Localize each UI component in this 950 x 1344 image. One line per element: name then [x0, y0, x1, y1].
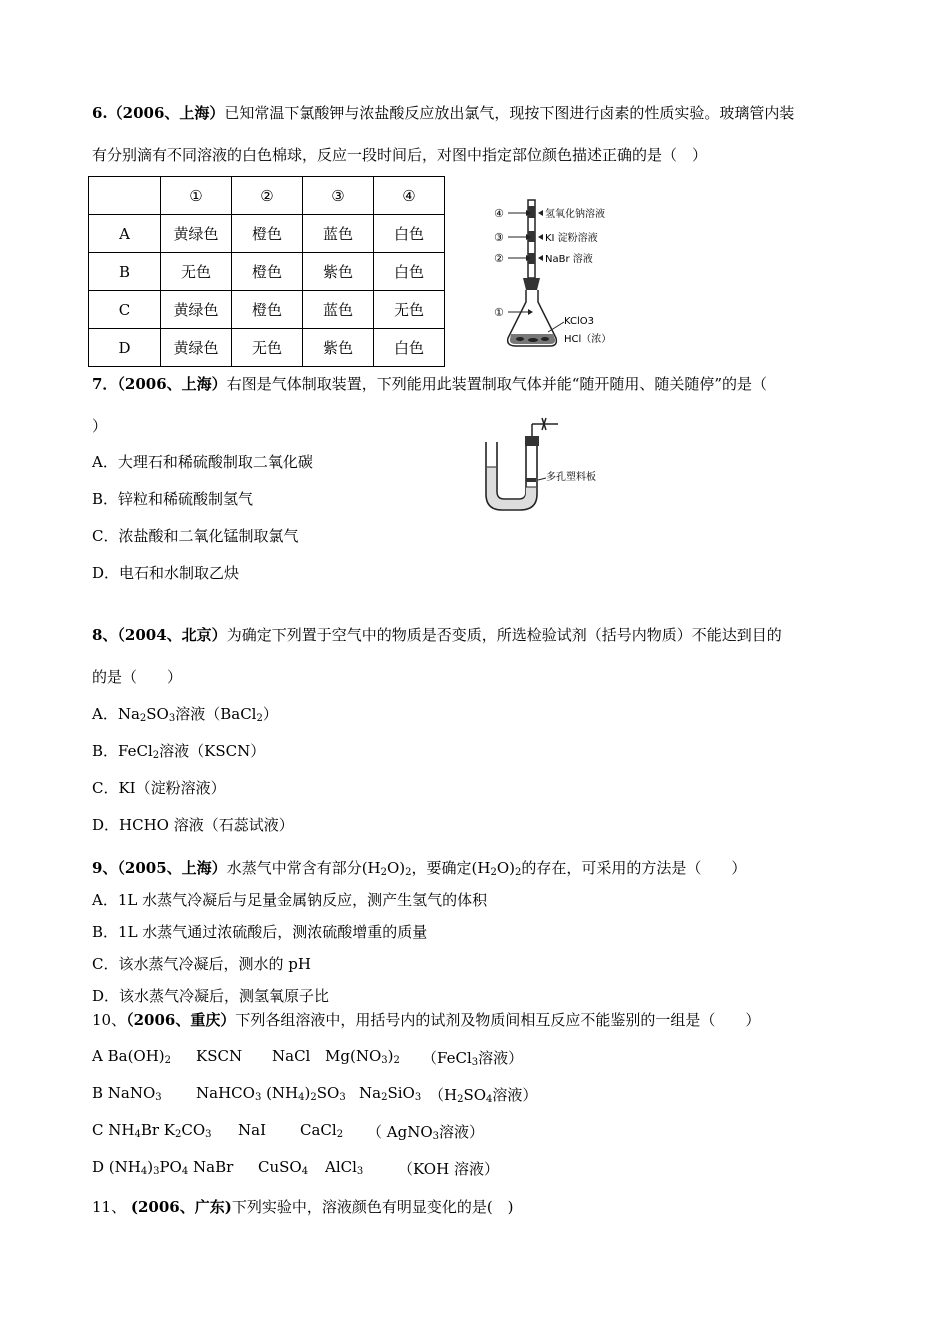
q10-option-d [92, 1158, 592, 1180]
text: A $Ba(OH)_2$ [92, 1047, 172, 1066]
table-header-row [89, 177, 445, 215]
table-row [89, 329, 445, 367]
figure-text-ki: KI 淀粉溶液 [545, 233, 598, 244]
text: NaI [238, 1121, 266, 1139]
q11-number-prefix: 11、 [92, 1198, 127, 1216]
table-cell: 黄绿色 [161, 329, 232, 367]
q10-stem-text: 下列各组溶液中，用括号内的试剂及物质间相互反应不能鉴别的一组是（ ） [235, 1011, 761, 1029]
table-cell: C [89, 291, 161, 329]
q10-number-prefix: 10、 [92, 1011, 127, 1029]
text: D $(NH_4)_3PO_4$ NaBr [92, 1158, 234, 1177]
figure-label-4: ④ [494, 207, 504, 220]
text: ，要确定(H [411, 859, 491, 877]
subscript: 2 [490, 867, 497, 878]
q9-option-c: C．该水蒸气冷凝后，测水的 pH [92, 955, 311, 973]
text: B NaNO$_3$ [92, 1084, 162, 1103]
q7-line1 [92, 373, 767, 394]
table-cell: 紫色 [303, 329, 374, 367]
table-cell: 蓝色 [303, 215, 374, 253]
subscript: 3 [168, 713, 176, 724]
text: A．Na [92, 705, 140, 723]
q10-option-c [92, 1121, 592, 1143]
q7-option-c: C．浓盐酸和二氧化锰制取氯气 [92, 527, 299, 545]
q10-number: （2006、重庆） [126, 1011, 236, 1029]
table-cell: ③ [303, 177, 374, 215]
table-cell: 橙色 [232, 291, 303, 329]
q7-u-tube-figure [480, 412, 610, 516]
table-cell: 橙色 [232, 253, 303, 291]
table-cell: 无色 [161, 253, 232, 291]
table-cell: 白色 [374, 253, 445, 291]
q6-number: 6.（2006、上海） [92, 104, 225, 122]
q10-option-a [92, 1047, 592, 1069]
table-cell: 白色 [374, 329, 445, 367]
q7-option-a: A．大理石和稀硫酸制取二氧化碳 [92, 453, 313, 471]
subscript: 2 [380, 867, 387, 878]
text: C $NH_4Br$ $K_2CO_3$ [92, 1121, 212, 1140]
text: ） [262, 705, 278, 723]
subscript: 2 [405, 867, 412, 878]
q8-option-a [92, 703, 278, 724]
text: CaCl$_2$ [300, 1121, 344, 1140]
q9-number: 9、（2005、上海） [92, 859, 227, 877]
q8-stem-line1: 为确定下列置于空气中的物质是否变质，所选检验试剂（括号内物质）不能达到目的 [226, 626, 782, 644]
q7-option-d: D．电石和水制取乙炔 [92, 564, 240, 582]
q7-option-b: B．锌粒和稀硫酸制氢气 [92, 490, 254, 508]
text: 溶液（KSCN） [159, 742, 266, 760]
text: KSCN [196, 1047, 243, 1065]
text: 水蒸气中常含有部分(H [226, 859, 381, 877]
q7-stem-line1: 右图是气体制取装置，下列能用此装置制取气体并能“随开随用、随关随停”的是（ [226, 375, 768, 393]
text: （$H_2SO_4$溶液） [429, 1086, 538, 1105]
table-cell: 紫色 [303, 253, 374, 291]
table-cell: 橙色 [232, 215, 303, 253]
table-row [89, 291, 445, 329]
text: 的存在，可采用的方法是（ ） [521, 859, 747, 877]
q9-option-a: A．1L 水蒸气冷凝后与足量金属钠反应，测产生氢气的体积 [92, 891, 488, 909]
table-cell: 无色 [232, 329, 303, 367]
q8-line2: 的是（ ） [92, 668, 183, 686]
q7-number: 7．（2006、上海） [92, 375, 227, 393]
table-cell [89, 177, 161, 215]
figure-label-3: ③ [494, 231, 504, 244]
table-cell: ④ [374, 177, 445, 215]
table-cell: 黄绿色 [161, 215, 232, 253]
text: B．FeCl [92, 742, 153, 760]
q8-option-c: C．KI（淀粉溶液） [92, 779, 226, 797]
figure-text-nabr: NaBr 溶液 [545, 254, 593, 265]
figure-label-2: ② [494, 252, 504, 265]
q11-stem [92, 1196, 514, 1217]
subscript: 2 [152, 750, 160, 761]
subscript: 2 [515, 867, 522, 878]
text: AlCl$_3$ [325, 1158, 364, 1177]
q6-line2: 有分别滴有不同溶液的白色棉球，反应一段时间后，对图中指定部位颜色描述正确的是（ ） [92, 146, 708, 164]
figure-label-1: ① [494, 306, 504, 319]
q6-options-table [88, 176, 445, 367]
figure-text-kclo3: KClO3 [564, 316, 595, 327]
text: $Na_2SiO_3$ [359, 1084, 422, 1103]
q10-stem [92, 1009, 760, 1030]
table-row [89, 215, 445, 253]
q8-option-d: D．HCHO 溶液（石蕊试液） [92, 816, 294, 834]
q11-stem-text: 下列实验中，溶液颜色有明显变化的是( ) [231, 1198, 514, 1216]
q9-stem [92, 857, 746, 878]
table-cell: B [89, 253, 161, 291]
table-cell: ② [232, 177, 303, 215]
table-cell: D [89, 329, 161, 367]
text: CuSO$_4$ [258, 1158, 309, 1177]
text: NaCl [272, 1047, 311, 1065]
text: NaHCO$_3$ $(NH_4)_2SO_3$ [196, 1084, 346, 1103]
table-cell: 白色 [374, 215, 445, 253]
q11-number: (2006、广东) [130, 1198, 232, 1216]
q6-stem-line1: 已知常温下氯酸钾与浓盐酸反应放出氯气，现按下图进行卤素的性质实验。玻璃管内装 [224, 104, 795, 122]
q9-option-b: B．1L 水蒸气通过浓硫酸后，测浓硫酸增重的质量 [92, 923, 428, 941]
figure-text-porous-board: 多孔塑料板 [546, 472, 596, 483]
q6-apparatus-figure [488, 196, 648, 358]
q8-line1 [92, 624, 782, 645]
q6-line1 [92, 102, 794, 123]
subscript: 2 [139, 713, 147, 724]
text: 溶液（BaCl [175, 705, 257, 723]
table-row [89, 253, 445, 291]
q9-option-d: D．该水蒸气冷凝后，测氢氧原子比 [92, 987, 330, 1005]
q8-number: 8、（2004、北京） [92, 626, 227, 644]
text: O) [496, 859, 515, 877]
text: （ AgNO$_3$溶液） [367, 1123, 485, 1142]
text: SO [146, 705, 169, 723]
text: （FeCl$_3$溶液） [422, 1049, 524, 1068]
table-cell: 黄绿色 [161, 291, 232, 329]
table-cell: 蓝色 [303, 291, 374, 329]
q7-line2: ） [92, 417, 108, 435]
text: （KOH 溶液） [398, 1160, 499, 1178]
q8-option-b [92, 740, 265, 761]
figure-text-hcl: HCl（浓） [564, 334, 612, 345]
q10-option-b [92, 1084, 592, 1106]
subscript: 2 [256, 713, 263, 724]
text: $Mg(NO_3)_2$ [325, 1047, 400, 1066]
table-cell: 无色 [374, 291, 445, 329]
table-cell: A [89, 215, 161, 253]
figure-text-naoh: 氢氧化钠溶液 [545, 209, 605, 220]
text: O) [387, 859, 406, 877]
table-cell: ① [161, 177, 232, 215]
